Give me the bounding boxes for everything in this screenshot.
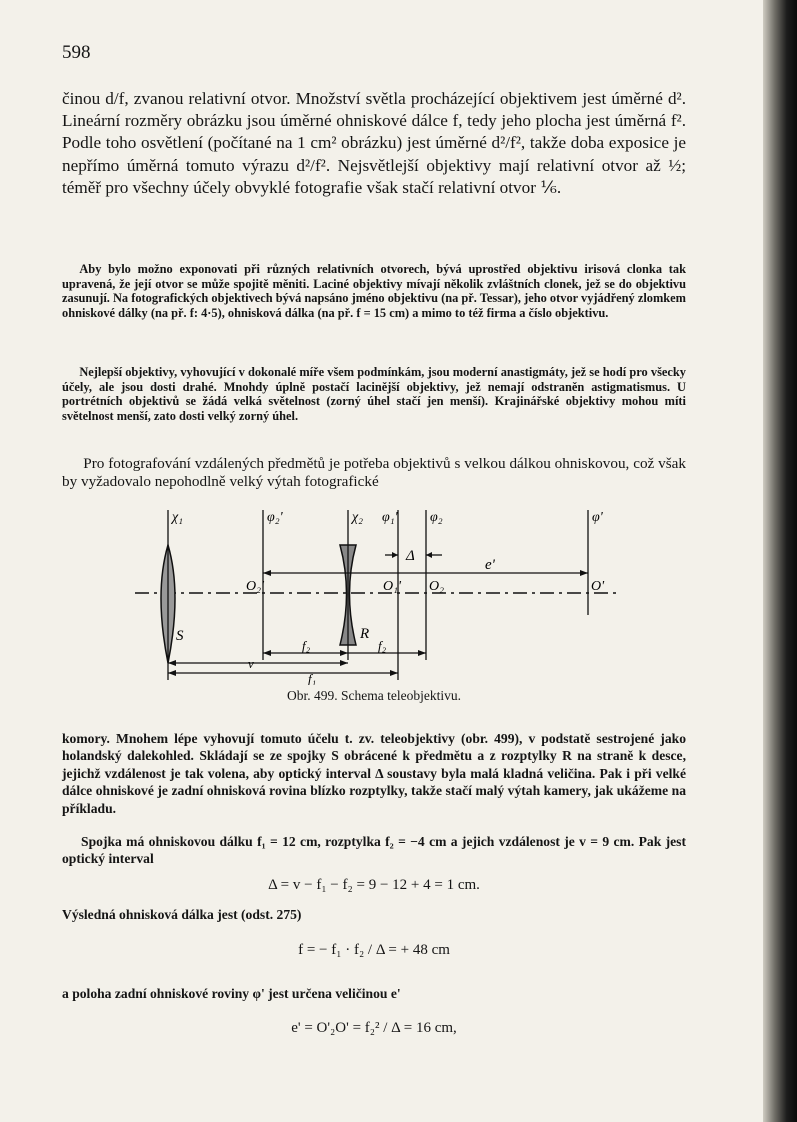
- label-phi2: φ₂: [430, 510, 443, 525]
- label-chi1: χ₁: [172, 510, 184, 525]
- paragraph-teleobjective: [62, 730, 686, 817]
- paragraph-anastigmats: [62, 365, 686, 423]
- label-r: R: [360, 626, 370, 642]
- paragraph-text: a poloha zadní ohniskové roviny φ' jest určena veličinou e': [62, 986, 401, 1001]
- label-o1p: O₁': [383, 579, 401, 594]
- paragraph-text: Výsledná ohnisková dálka jest (odst. 275): [62, 907, 302, 922]
- paragraph-relative-aperture: [62, 88, 686, 199]
- label-o2: O₂: [429, 579, 444, 594]
- paragraph-text: Aby bylo možno exponovati při různých relativních otvorech, bývá uprostřed objektivu irisová clonka tak upravená, že její otvor se může spojitě měniti. Laciné objektivy mívají několik zvláštních clonek, jež se do objektivu zasunují. Na fotografických objektivech bývá napsáno jméno objektivu (na př. Tessar), jeho otvor vyjádřený zlomkem ohniskové dálky (na př. f: 4·5), ohnisková dálka (na př. f = 15 cm) a mimo to též firma a číslo objektivu.: [62, 262, 686, 320]
- label-phi1p: φ₁': [382, 510, 398, 525]
- label-op: O': [591, 579, 605, 594]
- label-phip: φ': [592, 510, 603, 525]
- label-chi2: χ₂: [352, 510, 364, 525]
- label-f2: f₂: [302, 638, 311, 653]
- equation-e-prime: e' = O'₂O' = f₂² / Δ = 16 cm,: [291, 1020, 457, 1036]
- paragraph-iris-diaphragm: [62, 262, 686, 320]
- paragraph-text: činou d/f, zvanou relativní otvor. Množství světla procházející objektivem jest úměrné d². Lineární rozměry obrázku jsou úměrné ohniskové dálce f, tedy jeho plocha jest úměrná f². Podle toho osvětlení (počítané na 1 cm² obrázku) jest úměrné d²/f², takže doba exposice je nepřímo úměrná tomuto výrazu d²/f². Nejsvětlejší objektivy mají relativní otvor až ½; téměř pro všechny účely obvyklé fotografie však stačí relativní otvor ⅙.: [62, 89, 686, 197]
- paragraph-example: [62, 833, 686, 868]
- paragraph-focal-length: [62, 906, 686, 923]
- page-number: 598: [62, 42, 91, 63]
- label-s: S: [176, 628, 184, 644]
- label-o2p: O₂': [246, 579, 264, 594]
- label-f2b: f₂: [378, 638, 387, 653]
- label-delta: Δ: [406, 548, 415, 564]
- book-binding-shadow: [763, 0, 797, 1122]
- paragraph-focal-plane: [62, 985, 686, 1002]
- label-f1: f₁: [308, 671, 317, 685]
- equation-focal-length: f = − f₁ · f₂ / Δ = + 48 cm: [298, 942, 450, 958]
- teleobjective-schema-figure: [130, 505, 630, 685]
- figure-caption: Obr. 499. Schema teleobjektivu.: [287, 688, 461, 703]
- paragraph-text: Spojka má ohniskovou dálku f₁ = 12 cm, rozptylka f₂ = −4 cm a jejich vzdálenost je v = 9 cm. Pak jest optický interval: [62, 834, 686, 867]
- paragraph-text: Nejlepší objektivy, vyhovující v dokonalé míře všem podmínkám, jsou moderní anastigmáty, jež se hodí pro všecky účely, ale jsou dosti drahé. Mnohdy úplně postačí lacinější objektivy, jež nemají odstraněn astigmatismus. U portrétních objektivů se žádá velká světelnost (zorný úhel stačí jen menší). Krajinářské objektivy mohou míti světelnost menší, zato dosti velký zorný úhel.: [62, 365, 686, 423]
- paragraph-text: Pro fotografování vzdálených předmětů je potřeba objektivů s velkou dálkou ohniskovou, což však by vyžadovalo nepohodlně velký výtah fotografické: [62, 455, 686, 490]
- paragraph-distant-objects: [62, 455, 686, 491]
- label-v: v: [248, 656, 254, 671]
- equation-delta: Δ = v − f₁ − f₂ = 9 − 12 + 4 = 1 cm.: [268, 877, 480, 893]
- label-phi2p: φ₂': [267, 510, 283, 525]
- label-e: e': [485, 557, 495, 573]
- paragraph-text: komory. Mnohem lépe vyhovují tomuto účelu t. zv. teleobjektivy (obr. 499), v podstatě sestrojené jako holandský dalekohled. Skládají se ze spojky S obrácené k předmětu a z rozptylky R na straně k desce, jejichž vzdálenost je tak volena, aby optický interval Δ soustavy byla malá kladná veličina. Pak i při velké dálce ohniskové je zadní ohnisková rovina blízko rozptylky, takže stačí malý výtah kamery, jak ukážeme na příkladu.: [62, 731, 686, 816]
